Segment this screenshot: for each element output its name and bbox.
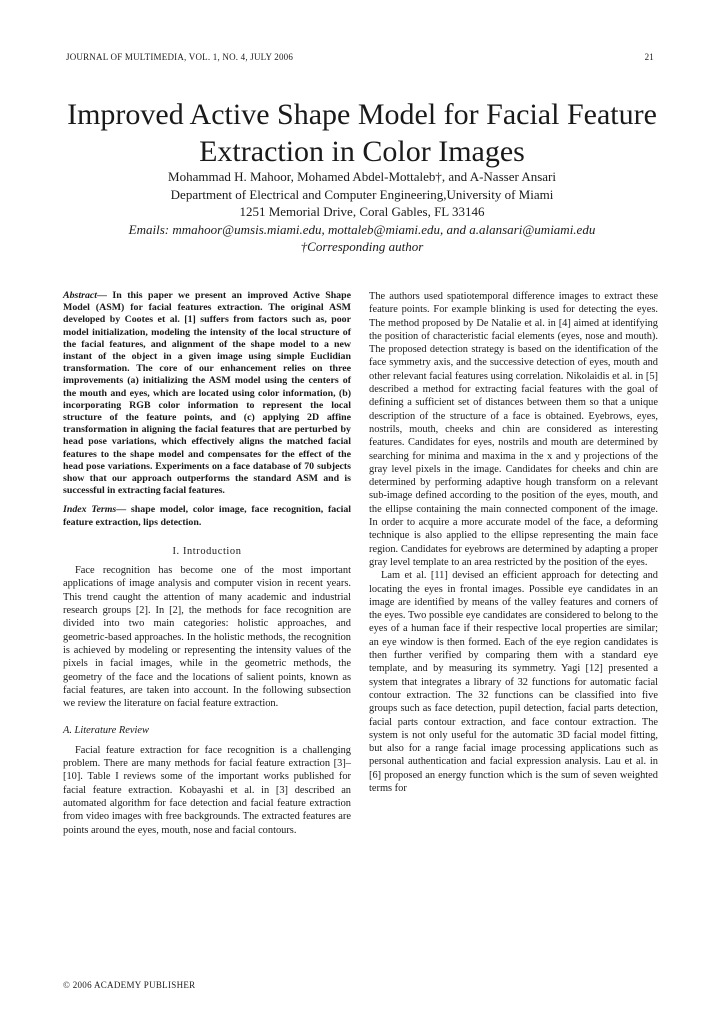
intro-paragraph: Face recognition has become one of the most important applications of image analysis and computer vision in recent years. This trend caught the attention of many academic and industrial research groups [2]. In [2], the methods for face recognition are divided into two main categories: holistic approaches, and geometric-based approaches. In the holistic methods, the recognition is achieved by modeling or representing the intensity values of the pixels in facial images, while in the geometric methods, the geometry of the face and the locations of salient points, known as facial features, are taken into account. In the following subsection we review the literature on facial feature extraction. (63, 565, 351, 710)
right-paragraph-1: The authors used spatiotemporal difference images to extract these feature points. For example blinking is used for detecting the eyes. The method proposed by De Natalie et al. in [4] aimed at identifying the position of characteristic facial elements (eyes, nose and mouth). The proposed detection strategy is based on the identification of the face symmetry axis, and the successive detection of eyes, mouth and other relevant facial features using correlation. Nikolaidis et al. in [5] described a method for extracting facial features with the goal of defining a sufficient set of distances between them so that a unique description of the structure of a face is obtained. Eyebrows, eyes, nostrils, mouth, cheeks and chin are considered as interesting features. Candidates for eyes, nostrils and mouth are determined by searching for minima and maxima in the x and y projections of the gray level pixels in the image. Candidates for cheeks and chin are determined by performing adaptive hough transform on a relevant sub-image defined according to the position of the eyes, mouth, and the ellipse containing the main connected component of the image. In order to acquire a more accurate model of the face, a deforming technique is also applied to the ellipse representing the main face region. Candidates for eyebrows are determined by adapting a proper gray level template to an area restricted by the position of the eyes. (369, 291, 658, 568)
running-header (66, 52, 654, 62)
address: 1251 Memorial Drive, Coral Gables, FL 33146 (239, 204, 485, 219)
index-terms-text: — shape model, color image, face recognition, facial feature extraction, lips detection. (63, 504, 352, 528)
index-terms-label: Index Terms (63, 504, 117, 516)
author-emails: Emails: mmahoor@umsis.miami.edu, mottaleb@miami.edu, and a.alansari@umiami.edu (128, 221, 596, 237)
right-column (369, 290, 658, 795)
literature-paragraph: Facial feature extraction for face recognition is a challenging problem. There are many methods for facial feature extraction [3]–[10]. Table I reviews some of the important works published for facial feature extraction. Kobayashi et al. in [3] described an automated algorithm for face detection and facial feature extraction from video images with free backgrounds. The extracted features are points around the eyes, mouth, nose and facial contours. (63, 744, 351, 836)
paper-title (40, 96, 684, 170)
title-line-2: Extraction in Color Images (199, 135, 525, 168)
author-names: Mohammad H. Mahoor, Mohamed Abdel-Mottaleb†, and A-Nasser Ansari (168, 169, 556, 184)
right-paragraph-2: Lam et al. [11] devised an efficient approach for detecting and locating the eyes in frontal images. Possible eye candidates in an image are identified by means of the valley features and corners of the eyes. Two possible eye candidates are considered to belong to the eyes of a human face if their respective local properties are similar; an eye window is then formed. Each of the eye region candidates is then further verified by comparing them with a standard eye template, and by measuring its symmetry. Yagi [12] presented a system that integrates a library of 32 functions for automatic facial contour extraction. The 32 functions can be classified into five groups such as face detection, pupil detection, facial parts detection, facial parts contour extraction, and face contour extraction. The system is not only useful for the automatic 3D facial model fitting, but also for a range facial image processing applications such as personal authentication and facial expression analysis. Lau et al. in [6] proposed an energy function which is the sum of seven weighted terms for (369, 570, 658, 794)
title-line-1: Improved Active Shape Model for Facial Feature (67, 98, 657, 131)
abstract-text: — In this paper we present an improved Active Shape Model (ASM) for facial features extraction. The original ASM developed by Cootes et al. [1] suffers from factors such as, poor model initialization, modeling the intensity of the local structure of the facial features, and alignment of the shape model to a new instant of the object in a given image using simple Euclidian transformation. The core of our enhancement relies on three improvements (a) initializing the ASM model using the centers of the mouth and eyes, which are located using color information, (b) incorporating RGB color information to represent the local structure of the feature points, and (c) applying 2D affine transformation in aligning the facial features that are perturbed by head pose variations, which effectively aligns the matched facial features to the shape model and compensates for the effect of the head pose variations. Experiments on a face database of 70 subjects show that our approach outperforms the standard ASM and is successful in extracting facial features. (63, 290, 351, 497)
abstract (63, 290, 351, 497)
corresponding-note: †Corresponding author (300, 239, 424, 254)
copyright-footer: © 2006 ACADEMY PUBLISHER (63, 980, 196, 990)
journal-name: JOURNAL OF MULTIMEDIA, VOL. 1, NO. 4, JULY 2006 (66, 52, 294, 62)
index-terms (63, 504, 351, 528)
affiliation: Department of Electrical and Computer Engineering,University of Miami (170, 186, 554, 202)
abstract-label: Abstract (63, 290, 98, 301)
author-block (40, 168, 684, 256)
section-heading-introduction: I. Introduction (172, 545, 242, 557)
page-number: 21 (644, 52, 654, 62)
left-column (63, 290, 351, 837)
subsection-heading-literature-review: A. Literature Review (63, 725, 149, 737)
